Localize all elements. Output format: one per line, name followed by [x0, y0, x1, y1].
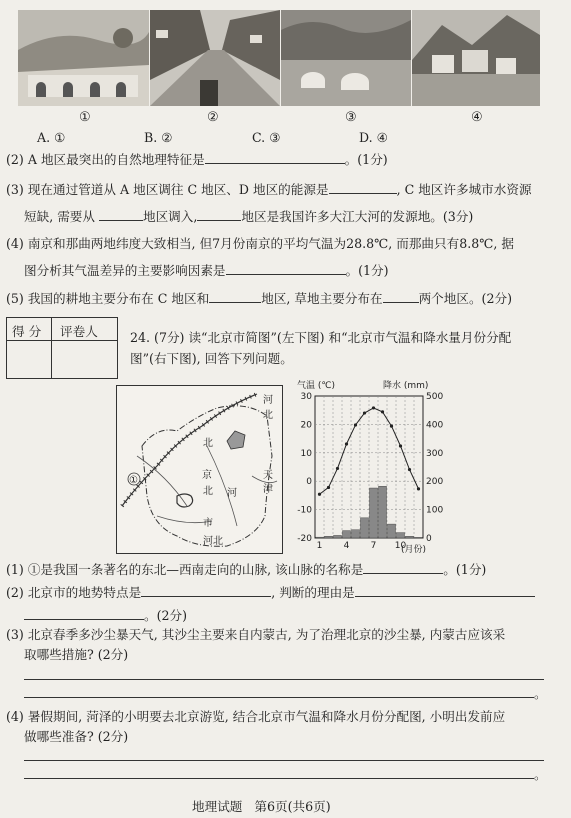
q24-q1-text: (1) ①是我国一条著名的东北—西南走向的山脉, 该山脉的名称是: [6, 562, 364, 577]
q23-p5-text3: 两个地区。(2分): [418, 291, 512, 306]
q24-q2-blank-reason: [355, 583, 535, 597]
q23-p5-text2: 地区, 草地主要分布在: [261, 291, 383, 306]
q24-q2-text2: , 判断的理由是: [271, 585, 355, 600]
q23-part-5: [6, 289, 512, 308]
q23-p3-text4: 地区调入,: [142, 209, 198, 224]
precip-bar: [397, 533, 405, 538]
temp-tick-label: -10: [297, 505, 312, 516]
q24-part-3-line1: [6, 626, 505, 644]
q23-p3-text: (3) 现在通过管道从 A 地区调往 C 地区、D 地区的能源是: [6, 182, 329, 197]
precip-tick-label: 0: [426, 534, 432, 544]
precip-bar: [334, 535, 342, 538]
q23-p2-text: (2) A 地区最突出的自然地理特征是: [6, 152, 205, 167]
precip-tick-label: 400: [426, 420, 444, 431]
temp-point: [381, 410, 384, 413]
option-a: A. ①: [37, 130, 66, 145]
precip-bar: [343, 531, 351, 538]
q24-intro-text: 24. (7分) 读“北京市简图”(左下图) 和“北京市气温和降水量月份分配: [130, 330, 512, 345]
temp-point: [390, 425, 393, 428]
photo-3-grassland-yurts: [281, 10, 411, 106]
q24-q1-score: 。(1分): [443, 562, 487, 577]
q23-p4-blank: [226, 261, 346, 275]
precip-bar: [361, 518, 369, 538]
map-label-bei1: 北: [263, 410, 273, 421]
x-axis-label: (月份): [401, 545, 427, 555]
q24-q3-answer-line-2: [24, 697, 534, 698]
q24-part-1: [6, 560, 486, 579]
precip-bar: [406, 536, 414, 538]
map-label-he2: 河: [227, 488, 237, 499]
q24-q1-blank: [363, 560, 443, 574]
q24-q2-score: 。(2分): [144, 608, 188, 623]
q23-part-4-line1: [6, 235, 514, 253]
temp-tick-label: 30: [300, 392, 312, 402]
climate-chart: [283, 378, 444, 556]
temp-line: [318, 406, 420, 496]
q23-p3-text3: 短缺, 需要从: [24, 209, 95, 224]
precip-bar: [370, 488, 378, 538]
q23-p3-blank-source: [197, 207, 241, 221]
month-tick-label: 7: [370, 541, 377, 551]
temp-point: [345, 442, 348, 445]
map-label-jin: 津: [263, 484, 273, 495]
q23-p3-blank-from: [99, 207, 143, 221]
temp-point: [408, 468, 411, 471]
photo-4-tibetan-village: [412, 10, 540, 106]
map-label-tian: 天: [263, 470, 273, 481]
map-label-hebei: 河北: [203, 536, 223, 547]
q24-part-4-line1: [6, 708, 505, 726]
q23-p3-blank-energy: [329, 180, 397, 194]
temp-point: [399, 444, 402, 447]
photo-label-2: ②: [207, 110, 219, 125]
q24-q3-text2: 取哪些措施? (2分): [24, 647, 129, 662]
precip-bar: [325, 536, 333, 538]
q24-part-4-line2: [24, 728, 128, 746]
temp-point: [354, 423, 357, 426]
q23-part-3-line1: [6, 180, 532, 199]
q24-q4-text: (4) 暑假期间, 菏泽的小明要去北京游览, 结合北京市气温和降水月份分配图, 小明出发前应: [6, 709, 506, 724]
map-label-bei3: 北: [203, 486, 213, 497]
temp-tick-label: 0: [306, 477, 312, 488]
temp-point: [417, 487, 420, 490]
q23-part-4-line2: [24, 261, 389, 280]
temp-point: [327, 486, 330, 489]
temp-tick-label: 10: [300, 448, 312, 459]
q24-q4-answer-line-2: [24, 778, 534, 779]
option-d: D. ④: [359, 130, 388, 145]
precip-bar: [379, 486, 387, 538]
photo-1-cave-dwellings: [18, 10, 149, 106]
precip-tick-label: 100: [426, 505, 444, 516]
q24-q4-period: 。: [534, 767, 547, 782]
q24-part-3-line2: [24, 646, 128, 664]
month-tick-label: 4: [343, 541, 350, 551]
map-label-he1: 河: [263, 395, 273, 406]
photo-label-4: ④: [471, 110, 483, 125]
q23-p3-text5: 地区是我国许多大江大河的发源地。(3分): [241, 209, 474, 224]
score-label: 得 分: [12, 324, 42, 339]
q23-p4-text: (4) 南京和那曲两地纬度大致相当, 但7月份南京的平均气温为28.8℃, 而那曲只有8.8℃, 据: [6, 236, 514, 251]
photo-label-1: ①: [79, 110, 91, 125]
month-tick-label: 10: [394, 541, 407, 551]
q23-p2-blank: [205, 150, 345, 164]
q24-intro-text2: 图”(右下图), 回答下列问题。: [130, 351, 293, 366]
q24-q2-blank-reason-cont: [24, 606, 144, 620]
temp-tick-label: -20: [297, 534, 312, 544]
score-box: [6, 317, 118, 379]
chart-plot-area: [315, 396, 423, 538]
map-label-shi: 市: [203, 518, 213, 529]
q24-q2-blank-terrain: [141, 583, 271, 597]
month-tick-label: 1: [316, 541, 323, 551]
q24-q3-text: (3) 北京春季多沙尘暴天气, 其沙尘主要来自内蒙古, 为了治理北京的沙尘暴, 内蒙古应该采: [6, 627, 506, 642]
temp-axis-label: 气温 (℃): [297, 381, 335, 391]
precip-tick-label: 200: [426, 477, 444, 488]
q23-part-3-line2: [24, 207, 473, 226]
q23-p5-text: (5) 我国的耕地主要分布在 C 地区和: [6, 291, 210, 306]
q24-q4-answer-line-1: [24, 760, 544, 761]
q23-p3-text2: , C 地区许多城市水资源: [396, 182, 532, 197]
precip-bar: [388, 524, 396, 538]
beijing-map: [116, 385, 283, 554]
option-b: B. ②: [144, 130, 173, 145]
map-label-bei2: 北: [203, 438, 213, 449]
q23-p5-blank-grass: [383, 289, 419, 303]
precip-bar: [352, 530, 360, 538]
q23-p4-score: 。(1分): [345, 263, 389, 278]
q24-q4-text2: 做哪些准备? (2分): [24, 729, 129, 744]
temp-point: [372, 406, 375, 409]
precip-axis-label: 降水 (mm): [383, 381, 429, 391]
precip-tick-label: 300: [426, 448, 444, 459]
precip-bar: [316, 537, 324, 538]
q24-part-2-line2: [24, 606, 187, 625]
q23-p4-text2: 图分析其气温差异的主要影响因素是: [24, 263, 226, 278]
q24-intro-2: [130, 350, 293, 368]
q24-q2-text: (2) 北京市的地势特点是: [6, 585, 142, 600]
page-footer: 地理试题 第6页(共6页): [192, 799, 331, 814]
temp-point: [363, 411, 366, 414]
q24-q3-period: 。: [534, 686, 547, 701]
temp-point: [336, 467, 339, 470]
map-marker-1: ①: [129, 475, 138, 486]
temp-point: [318, 493, 321, 496]
q24-part-2-line1: [6, 583, 535, 602]
photo-2-water-town: [150, 10, 280, 106]
option-c: C. ③: [252, 130, 281, 145]
temp-tick-label: 20: [300, 420, 312, 431]
q24-intro-1: [130, 329, 511, 347]
q23-p2-score: 。(1分): [344, 152, 388, 167]
q24-q3-answer-line-1: [24, 679, 544, 680]
grader-label: 评卷人: [60, 324, 98, 339]
map-label-jing: 京: [202, 470, 212, 481]
q23-part-2: [6, 150, 388, 169]
precip-tick-label: 500: [426, 392, 444, 402]
q23-p5-blank-farmland: [209, 289, 261, 303]
photo-label-3: ③: [345, 110, 357, 125]
precip-bar: [415, 537, 423, 538]
